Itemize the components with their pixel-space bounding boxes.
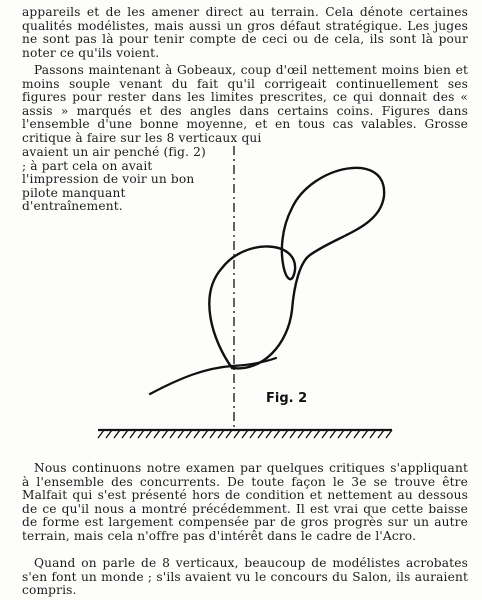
paragraph-eights	[22, 557, 468, 598]
figure-label: Fig. 2	[266, 391, 308, 406]
paragraph-gobeaux	[22, 64, 468, 146]
paragraph-text: Quand on parle de 8 verticaux, beaucoup de modélistes acrobates s'en font un monde ; s'ils avaient vu le concours du Salon, ils auraient compris.	[22, 556, 468, 598]
paragraph-intro	[22, 6, 468, 60]
paragraph-text: appareils et de les amener direct au terrain. Cela dénote certaines qualités modélistes, mais aussi un gros défaut stratégique. Les juges ne sont pas là pour tenir compte de ceci ou de cela, ils sont là pour noter ce qu'ils voient.	[22, 5, 468, 60]
figure-eight-path	[209, 168, 384, 369]
figure-ground-hatching	[98, 430, 392, 438]
paragraph-text: avaient un air penché (fig. 2) ; à part cela on avait l'impression de voir un bon pilote manquant d'entraînement.	[22, 145, 206, 214]
paragraph-gobeaux-continued	[22, 146, 212, 214]
paragraph-text: Nous continuons notre examen par quelques critiques s'appliquant à l'ensemble des concurrents. De toute façon le 3e se trouve être Malfait qui s'est présenté hors de condition et nettement au dessous de ce qu'il nous a montré précédemment. Il est vrai que cette baisse de forme est largement compensée par de gros progrès sur un autre terrain, mais cela n'offre pas d'intérêt dans le cadre de l'Acro.	[22, 461, 468, 543]
paragraph-critiques	[22, 462, 468, 544]
paragraph-text: Passons maintenant à Gobeaux, coup d'œil nettement moins bien et moins souple venant du fait qu'il corrigeait continuellement ses figures pour rester dans les limites prescrites, ce qui donnait des « assis » marqués et des angles dans certains coins. Figures dans l'ensemble d'une bonne moyenne, et en tous cas valables. Grosse critique à faire sur les 8 verticaux qui	[22, 63, 468, 145]
figure-entry-stroke	[150, 358, 276, 394]
